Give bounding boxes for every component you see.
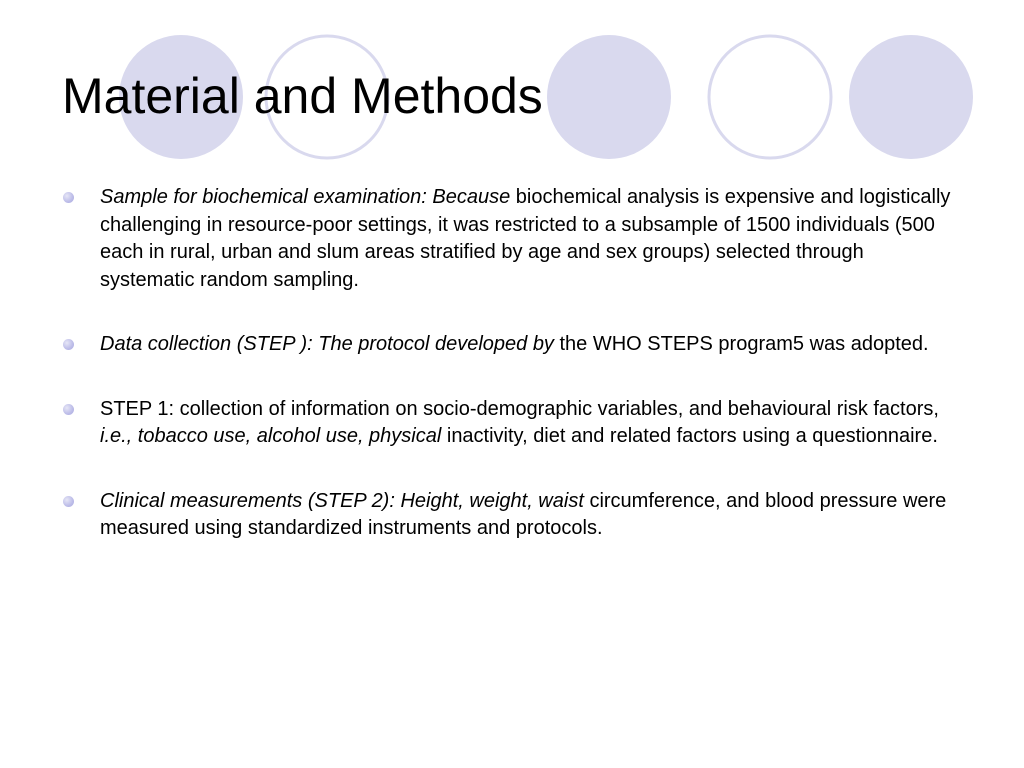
bullet-item-step1 (63, 396, 963, 451)
bullet-italic-text: i.e., tobacco use, alcohol use, physical (100, 425, 442, 447)
bullet-dot-icon (63, 192, 74, 203)
bullet-text: inactivity, diet and related factors using a questionnaire. (441, 425, 938, 447)
bullet-italic-text: Clinical measurements (STEP 2): Height, weight, waist (100, 489, 584, 512)
bullet-item-data-collection (63, 331, 963, 359)
bullet-item-clinical (63, 488, 963, 543)
bullet-list (63, 184, 963, 580)
filled-circle (547, 35, 671, 159)
bullet-item-sample (63, 184, 963, 294)
bullet-lead-text: STEP 1: collection of information on socio-demographic variables, and behavioural risk factors, (100, 397, 939, 420)
outline-circle (709, 36, 831, 158)
bullet-italic-text: Sample for biochemical examination: Because (100, 186, 511, 208)
bullet-dot-icon (63, 404, 74, 415)
bullet-dot-icon (63, 339, 74, 350)
bullet-text: biochemical analysis is expensive and logistically challenging in resource-poor settings, it was restricted to a subsample of 1500 individuals (500 each in rural, urban and slum areas stratified by age and sex groups) selected through systematic random sampling. (100, 186, 951, 291)
filled-circle (849, 35, 973, 159)
bullet-dot-icon (63, 496, 74, 507)
slide-title: Material and Methods (62, 68, 543, 124)
bullet-text: circumference, and blood pressure were measured using standardized instruments and protocols. (100, 489, 947, 539)
bullet-text: the WHO STEPS program5 was adopted. (553, 333, 929, 355)
bullet-italic-text: Data collection (STEP ): The protocol developed by (100, 333, 554, 355)
